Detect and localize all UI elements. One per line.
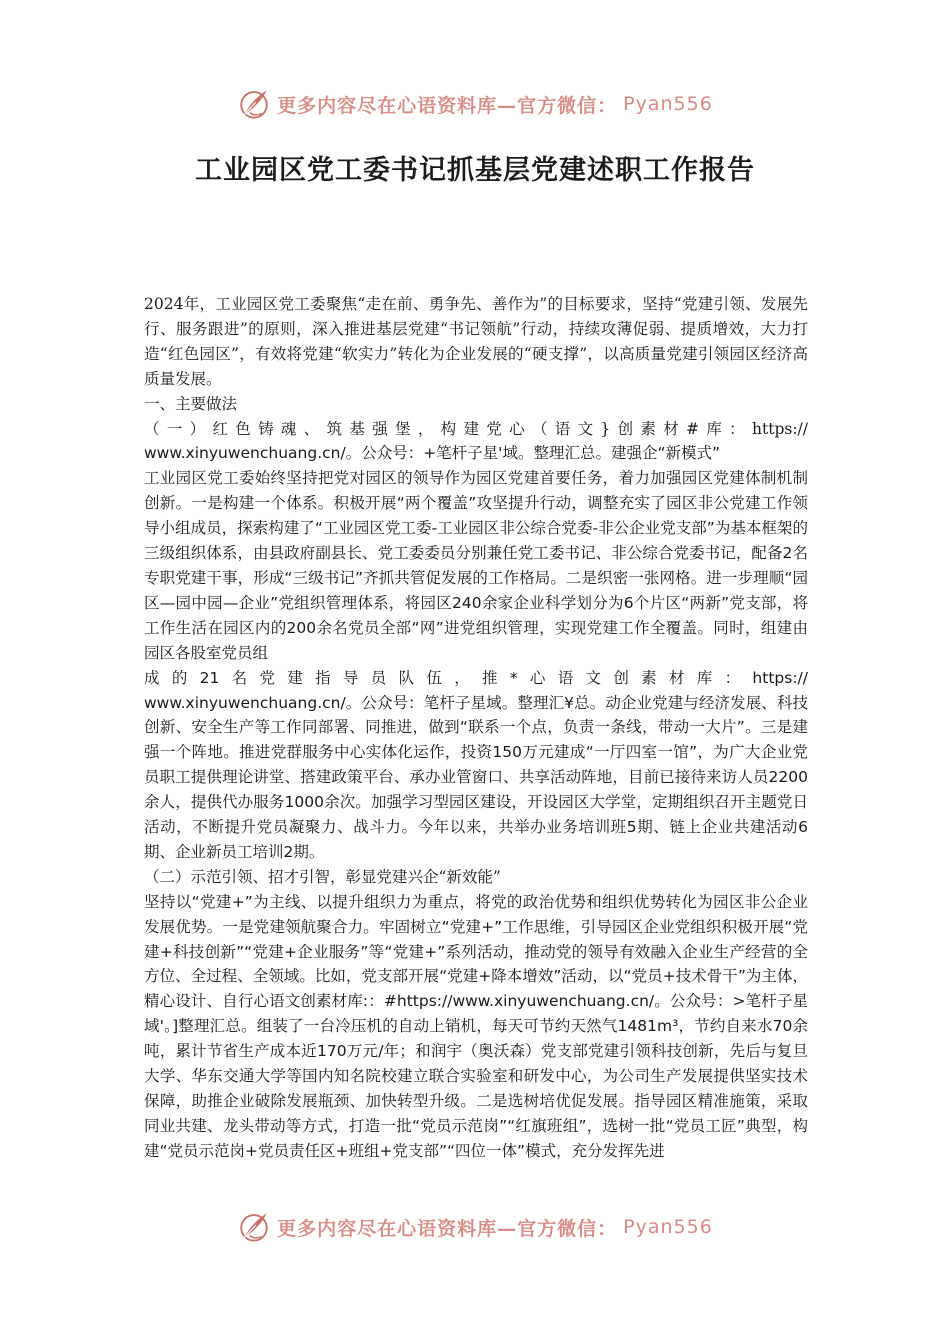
- subsection-1-heading-line1: （一）红色铸魂、筑基强堡，构建党心（语文}创素材#库：https://: [144, 419, 808, 438]
- section-heading-main-practices: 一、主要做法: [144, 394, 238, 413]
- subsection-2-heading: （二）示范引领、招才引智，彰显党建兴企“新效能”: [144, 867, 501, 886]
- subsection-1-paragraph-a: 工业园区党工委始终坚持把党对园区的领导作为园区党建首要任务，着力加强园区党建体制机制创新。一是构建一个体系。积极开展“两个覆盖”攻坚提升行动，调整充实了园区非公党建工作领导小组成员，探索构建了“工业园区党工委-工业园区非公综合党委-非公企业党支部”为基本框架的三级组织体系，由县政府副县长、党工委委员分别兼任党工委书记、非公综合党委书记，配备2名专职党建干事，形成“三级书记”齐抓共管促发展的工作格局。二是织密一张网格。进一步理顺“园区—园中园—企业”党组织管理体系，将园区240余家企业科学划分为6个片区“两新”党支部，将工作生活在园区内的200余名党员全部“网”进党组织管理，实现党建工作全覆盖。同时，组建由园区各股室党员组: [144, 469, 808, 662]
- document-body: [144, 292, 808, 1164]
- watermark-text: 更多内容尽在心语资料库—官方微信：: [277, 1217, 618, 1240]
- document-title: 工业园区党工委书记抓基层党建述职工作报告: [195, 155, 755, 186]
- subsection-1-paragraph-c: www.xinyuwenchuang.cn/。公众号：笔杆子星域。整理汇¥总。动企业党建与经济发展、科技创新、安全生产等工作同部署、同推进，做到“联系一个点，负责一条线，带动一大片”。三是建强一个阵地。推进党群服务中心实体化运作，投资150万元建成“一厅四室一馆”，为广大企业党员职工提供理论讲堂、搭建政策平台、承办业管窗口、共享活动阵地，目前已接待来访人员2200余人，提供代办服务1000余次。加强学习型园区建设，开设园区大学堂，定期组织召开主题党日活动，不断提升党员凝聚力、战斗力。今年以来，共举办业务培训班5期、链上企业共建活动6期、企业新员工培训2期。: [144, 693, 808, 861]
- intro-paragraph: 2024年，工业园区党工委聚焦“走在前、勇争先、善作为”的目标要求，坚持“党建引领、发展先行、服务跟进”的原则，深入推进基层党建“书记领航”行动，持续攻薄促弱、提质增效，大力打造“红色园区”，有效将党建“软实力”转化为企业发展的“硬支撑”，以高质量党建引领园区经济高质量发展。: [144, 295, 808, 388]
- feather-pen-logo-icon: [237, 1210, 271, 1244]
- subsection-1-paragraph-b: 成的21名党建指导员队伍，推*心语文创素材库：https://: [144, 668, 808, 687]
- feather-pen-logo-icon: [237, 87, 271, 121]
- watermark-banner-top: [0, 84, 950, 124]
- watermark-wechat-id: Pyan556: [623, 93, 713, 115]
- watermark-banner-bottom: [0, 1207, 950, 1247]
- watermark-wechat-id: Pyan556: [623, 1216, 713, 1238]
- subsection-2-paragraph: 坚持以“党建+”为主线、以提升组织力为重点，将党的政治优势和组织优势转化为园区非公企业发展优势。一是党建领航聚合力。牢固树立“党建+”工作思维，引导园区企业党组织积极开展“党建+科技创新”“党建+企业服务”等“党建+”系列活动，推动党的领导有效融入企业生产经营的全方位、全过程、全领域。比如，党支部开展“党建+降本增效”活动，以“党员+技术骨干”为主体，精心设计、自行心语文创素材库:：#https://www.xinyuwenchuang.cn/。公众号：>笔杆子星域'。]整理汇总。组装了一台冷压机的自动上销机，每天可节约天然气1481m³，节约自来水70余吨，累计节省生产成本近170万元/年；和润宇（奥沃森）党支部党建引领科技创新，先后与复旦大学、华东交通大学等国内知名院校建立联合实验室和研发中心，为公司生产发展提供坚实技术保障，助推企业破除发展瓶颈、加快转型升级。二是选树培优促发展。指导园区精准施策，采取同业共建、龙头带动等方式，打造一批“党员示范岗”“红旗班组”，选树一批“党员工匠”典型，构建“党员示范岗+党员责任区+班组+党支部”“四位一体”模式，充分发挥先进: [144, 892, 808, 1160]
- watermark-text: 更多内容尽在心语资料库—官方微信：: [277, 94, 618, 117]
- subsection-1-heading-line2: www.xinyuwenchuang.cn/。公众号：+笔杆子星'域。整理汇总。建强企“新模式”: [144, 444, 721, 463]
